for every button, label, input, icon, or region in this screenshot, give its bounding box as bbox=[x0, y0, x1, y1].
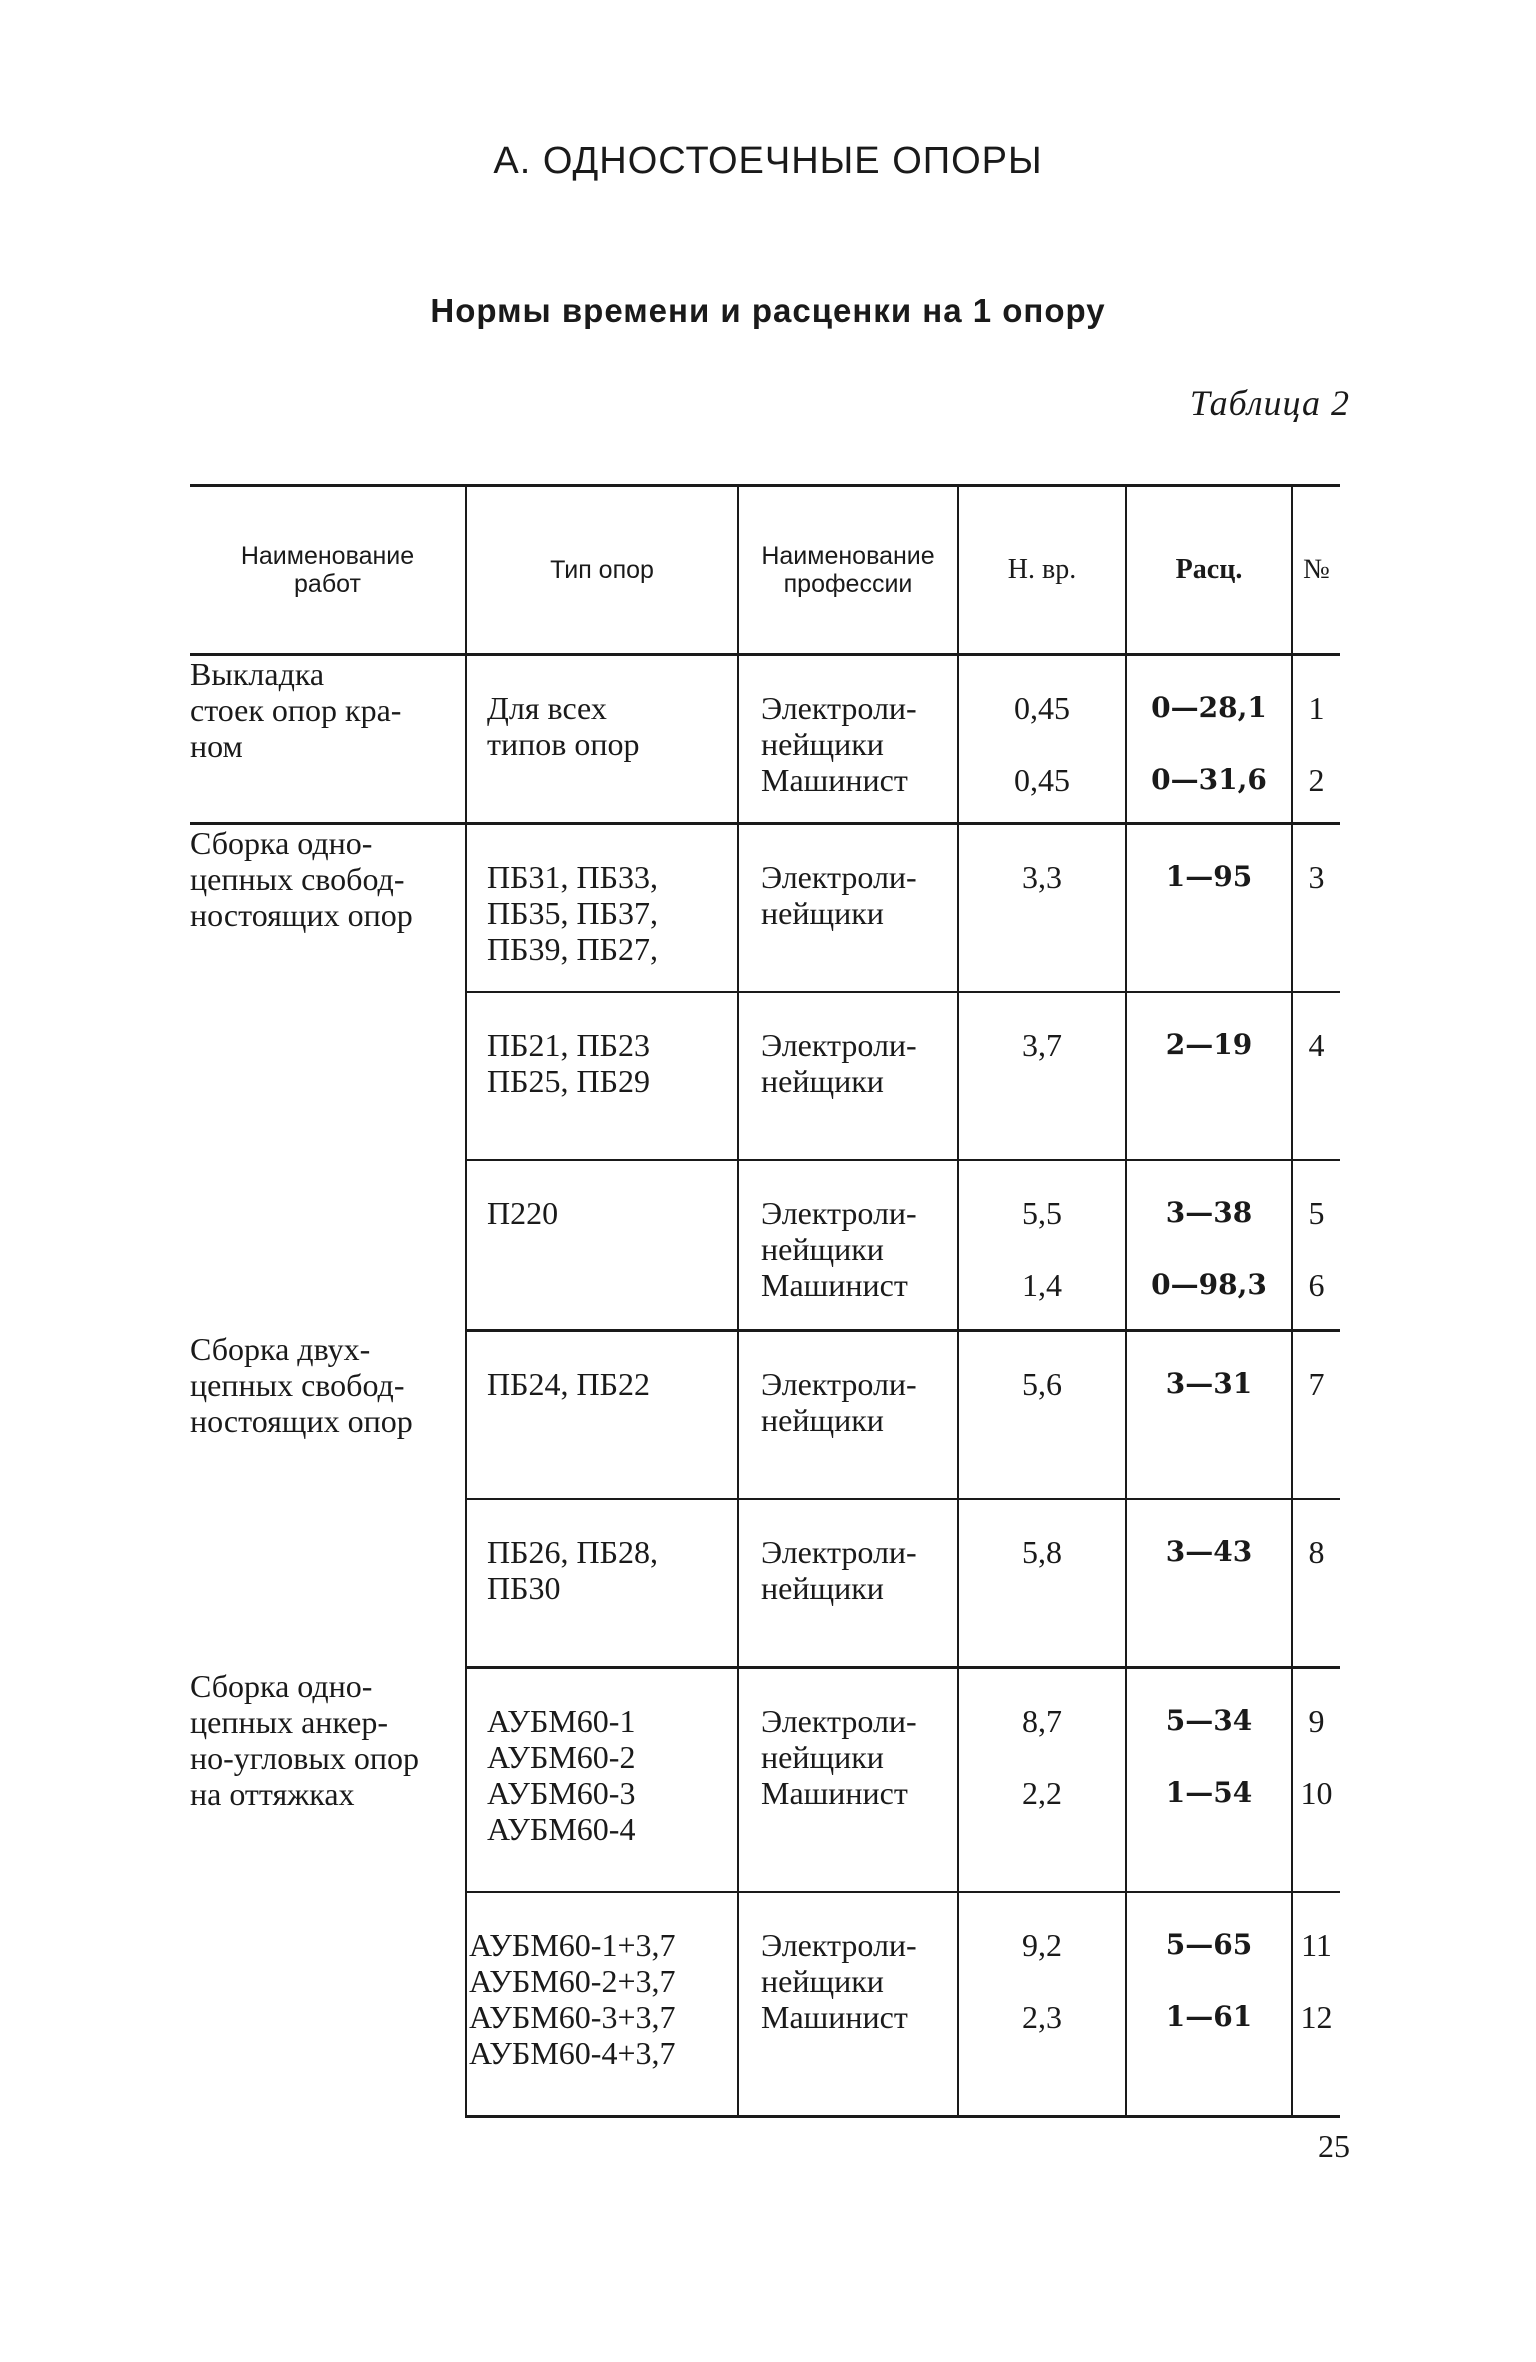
rate-cell: 5—65 1—61 bbox=[1126, 1892, 1292, 2117]
rate-cell: 1—95 bbox=[1126, 824, 1292, 993]
profession-cell: Электроли- нейщики bbox=[738, 824, 958, 993]
time-norm-cell: 3,3 bbox=[958, 824, 1126, 993]
row-number-cell: 11 12 bbox=[1292, 1892, 1340, 2117]
work-name-cell: Выкладка стоек опор кра- ном bbox=[190, 655, 466, 824]
page-number: 25 bbox=[1318, 2128, 1350, 2164]
profession-cell: Электроли- нейщики Машинист bbox=[738, 1892, 958, 2117]
work-name-cell: Сборка двух- цепных свобод- ностоящих опор bbox=[190, 1330, 413, 1439]
support-type-cell: П220 bbox=[466, 1160, 738, 1331]
profession-cell: Электроли- нейщики Машинист bbox=[738, 1668, 958, 1893]
work-name-cell: Сборка одно- цепных свобод- ностоящих опор bbox=[190, 825, 413, 933]
support-type-cell: ПБ24, ПБ22 bbox=[466, 1331, 738, 1500]
table-header-row bbox=[190, 486, 1340, 655]
row-number-cell: 1 2 bbox=[1292, 655, 1340, 824]
rate-cell: 3—38 0—98,3 bbox=[1126, 1160, 1292, 1331]
header-type: Тип опор bbox=[466, 486, 738, 655]
work-name-cell: Сборка одно- цепных анкер- но-угловых опор на оттяжках bbox=[190, 1667, 419, 1812]
table-subtitle: Нормы времени и расценки на 1 опору bbox=[430, 292, 1106, 329]
support-type-cell: АУБМ60-1 АУБМ60-2 АУБМ60-3 АУБМ60-4 bbox=[466, 1668, 738, 1893]
rate-cell: 2—19 bbox=[1126, 992, 1292, 1160]
profession-cell: Электроли- нейщики bbox=[738, 992, 958, 1160]
time-norm-cell: 8,7 2,2 bbox=[958, 1668, 1126, 1893]
header-rate: Расц. bbox=[1126, 486, 1292, 655]
row-number-cell: 4 bbox=[1292, 992, 1340, 1160]
rate-cell: 0—28,1 0—31,6 bbox=[1126, 655, 1292, 824]
profession-cell: Электроли- нейщики bbox=[738, 1331, 958, 1500]
table-row bbox=[190, 1331, 1340, 1500]
rate-cell: 3—31 bbox=[1126, 1331, 1292, 1500]
header-profession: Наименование профессии bbox=[738, 486, 958, 655]
rate-cell: 5—34 1—54 bbox=[1126, 1668, 1292, 1893]
time-norm-cell: 5,8 bbox=[958, 1499, 1126, 1668]
time-norm-cell: 3,7 bbox=[958, 992, 1126, 1160]
table-row bbox=[190, 824, 1340, 993]
row-number-cell: 5 6 bbox=[1292, 1160, 1340, 1331]
profession-cell: Электроли- нейщики bbox=[738, 1499, 958, 1668]
profession-cell: Электроли- нейщики Машинист bbox=[738, 1160, 958, 1331]
table-row bbox=[190, 1668, 1340, 1893]
row-number-cell: 3 bbox=[1292, 824, 1340, 993]
table-label: Таблица 2 bbox=[1189, 383, 1350, 423]
section-title: А. ОДНОСТОЕЧНЫЕ ОПОРЫ bbox=[493, 140, 1043, 182]
profession-cell: Электроли- нейщики Машинист bbox=[738, 655, 958, 824]
time-norm-cell: 0,45 0,45 bbox=[958, 655, 1126, 824]
table-row bbox=[190, 655, 1340, 824]
row-number-cell: 7 bbox=[1292, 1331, 1340, 1500]
support-type-cell: Для всех типов опор bbox=[466, 655, 738, 824]
time-norm-cell: 9,2 2,3 bbox=[958, 1892, 1126, 2117]
table-body bbox=[190, 655, 1340, 2117]
header-time-norm: Н. вр. bbox=[958, 486, 1126, 655]
row-number-cell: 8 bbox=[1292, 1499, 1340, 1668]
header-work: Наименование работ bbox=[190, 486, 466, 655]
time-norm-cell: 5,5 1,4 bbox=[958, 1160, 1126, 1331]
support-type-cell: АУБМ60-1+3,7 АУБМ60-2+3,7 АУБМ60-3+3,7 АУБМ60-4+3,7 bbox=[466, 1892, 738, 2117]
support-type-cell: ПБ21, ПБ23 ПБ25, ПБ29 bbox=[466, 992, 738, 1160]
time-norm-cell: 5,6 bbox=[958, 1331, 1126, 1500]
rate-cell: 3—43 bbox=[1126, 1499, 1292, 1668]
norms-table bbox=[190, 484, 1340, 2118]
support-type-cell: ПБ26, ПБ28, ПБ30 bbox=[466, 1499, 738, 1668]
row-number-cell: 9 10 bbox=[1292, 1668, 1340, 1893]
support-type-cell: ПБ31, ПБ33, ПБ35, ПБ37, ПБ39, ПБ27, bbox=[466, 824, 738, 993]
header-number: № bbox=[1292, 486, 1340, 655]
